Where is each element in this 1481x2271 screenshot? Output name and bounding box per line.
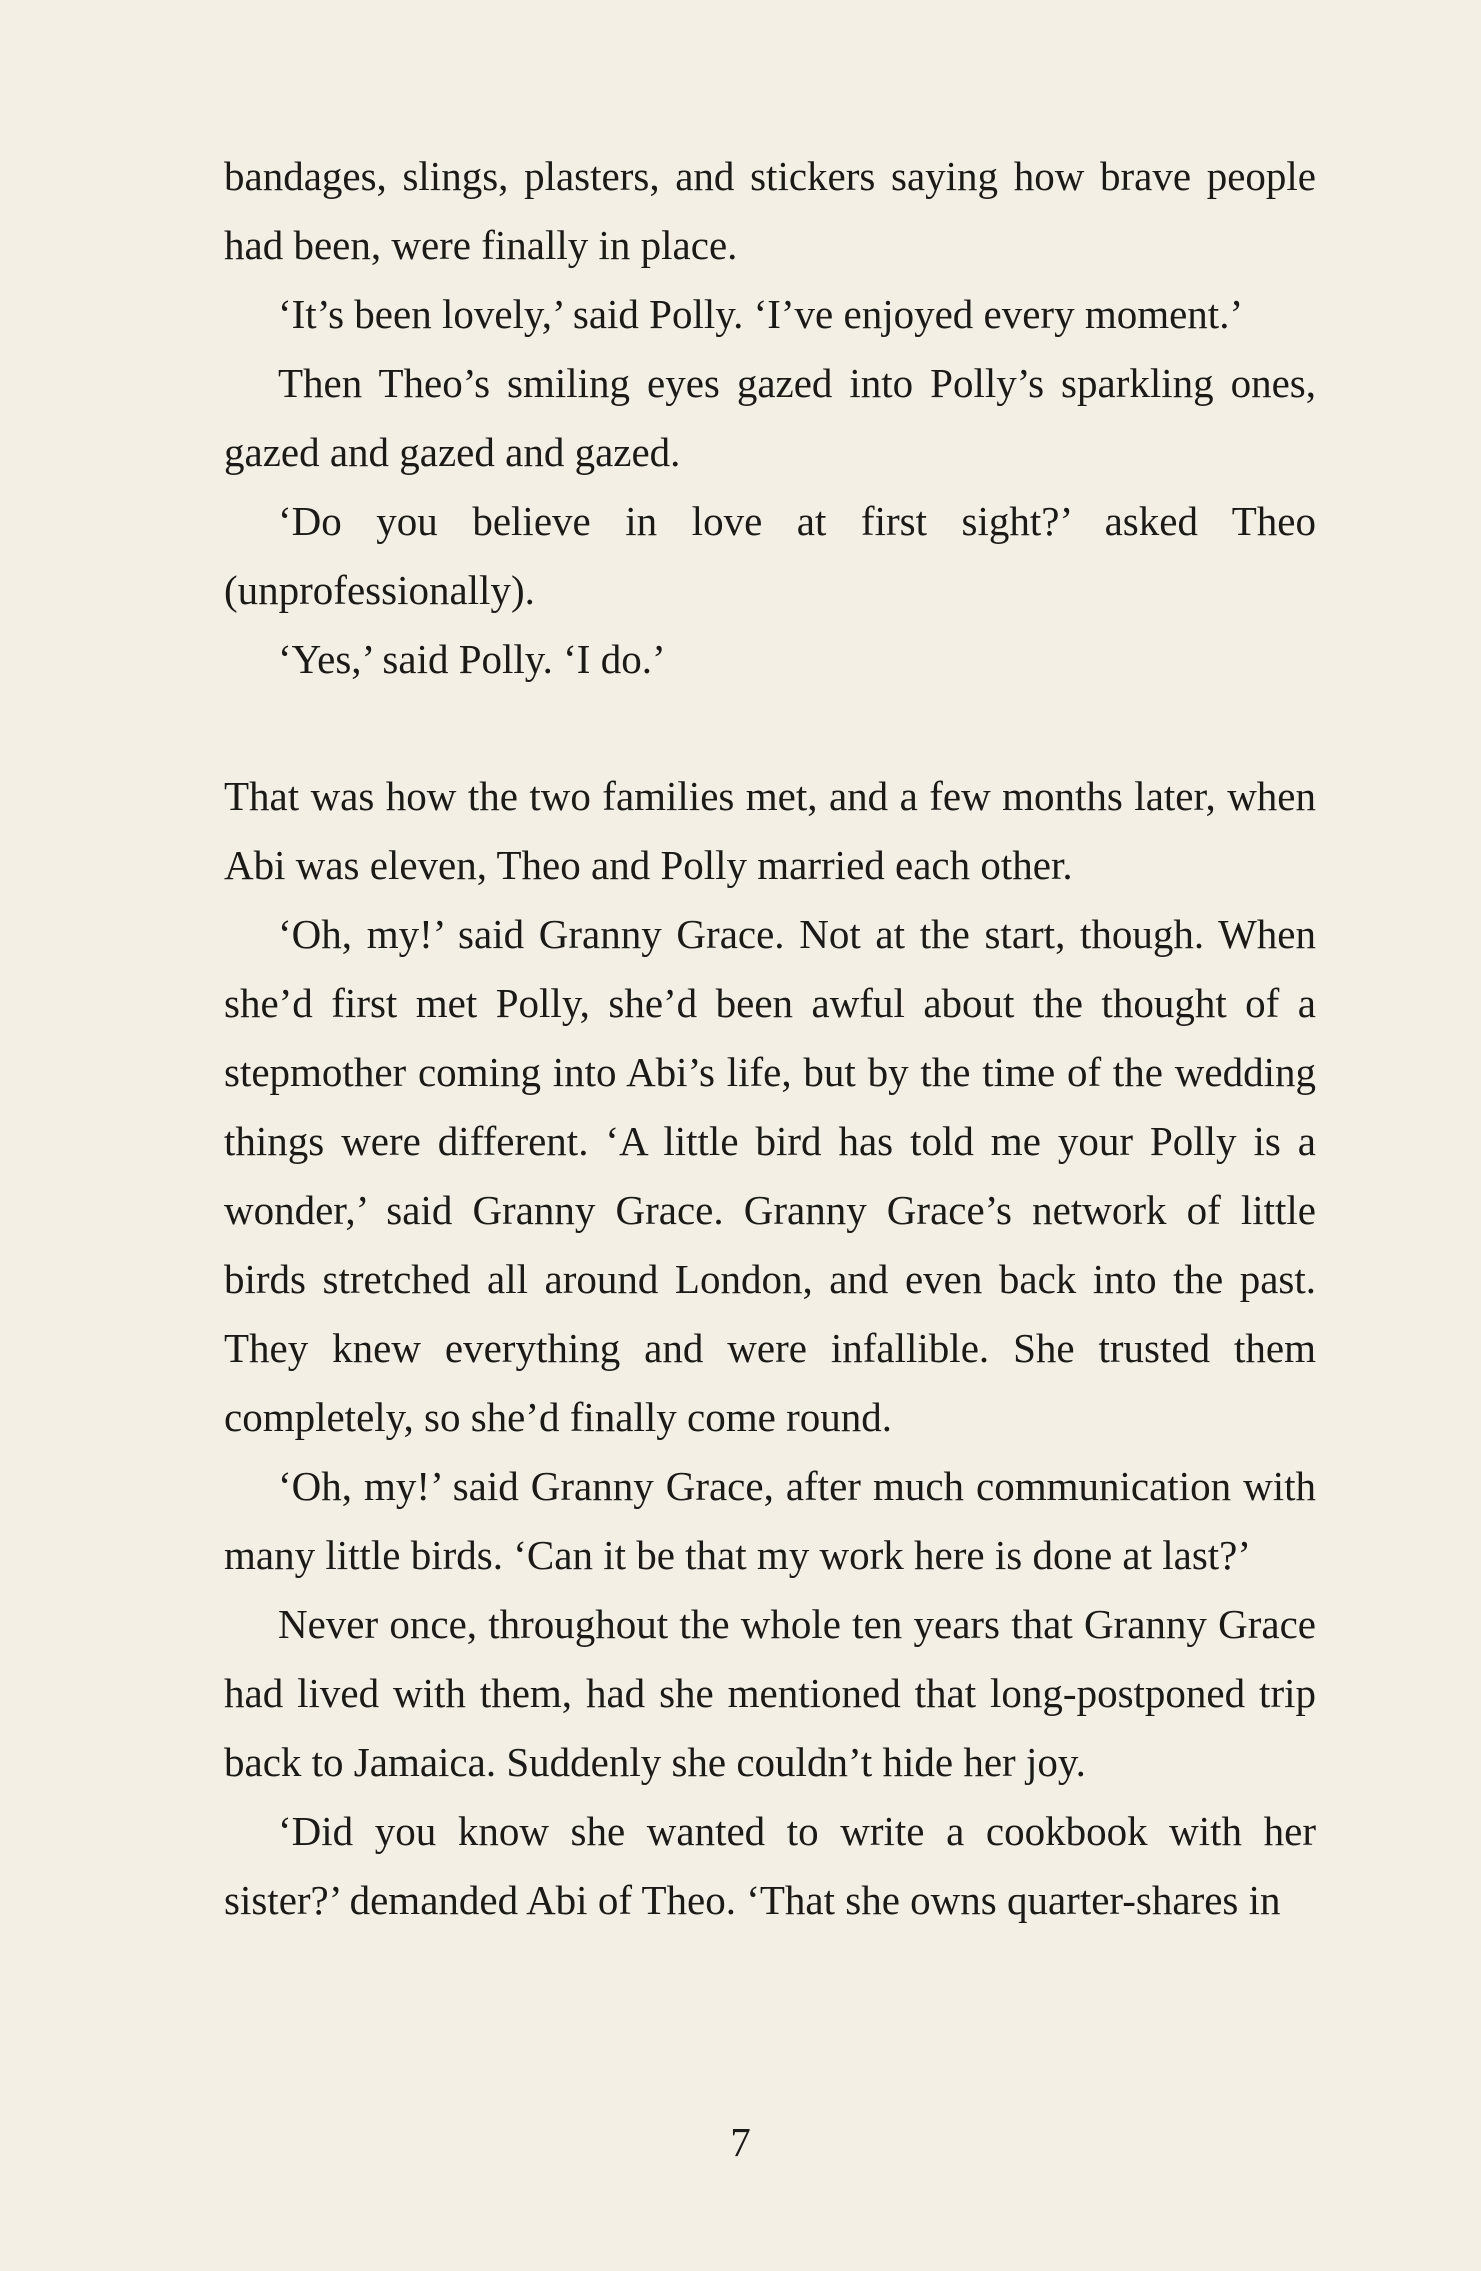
page-number: 7 [730,2119,751,2165]
paragraph: ‘Yes,’ said Polly. ‘I do.’ [278,636,666,682]
text-section-bottom [224,762,1316,1935]
paragraph: ‘Do you believe in love at first sight?’ asked Theo (unprofessionally). [224,498,1316,613]
paragraph: bandages, slings, plasters, and stickers saying how brave people had been, were finally in place. [224,153,1316,268]
paragraph: Then Theo’s smiling eyes gazed into Polly’s sparkling ones, gazed and gazed and gazed. [224,360,1316,475]
paragraph: ‘Oh, my!’ said Granny Grace, after much communication with many little birds. ‘Can it be that my work here is done at last?’ [224,1463,1316,1578]
paragraph: ‘Did you know she wanted to write a cookbook with her sister?’ demanded Abi of Theo. ‘That she owns quarter-shares in [224,1808,1316,1923]
paragraph: That was how the two families met, and a few months later, when Abi was eleven, Theo and Polly married each other. [224,773,1316,888]
paragraph: ‘Oh, my!’ said Granny Grace. Not at the start, though. When she’d first met Polly, she’d been awful about the thought of a stepmother coming into Abi’s life, but by the time of the wedding things were different. ‘A little bird has told me your Polly is a wonder,’ said Granny Grace. Granny Grace’s network of little birds stretched all around London, and even back into the past. They knew everything and were infallible. She trusted them completely, so she’d finally come round. [224,911,1316,1440]
paragraph: Never once, throughout the whole ten years that Granny Grace had lived with them, had she mentioned that long-postponed trip back to Jamaica. Suddenly she couldn’t hide her joy. [224,1601,1316,1785]
paragraph: ‘It’s been lovely,’ said Polly. ‘I’ve enjoyed every moment.’ [278,291,1244,337]
text-section-top [224,142,1316,694]
